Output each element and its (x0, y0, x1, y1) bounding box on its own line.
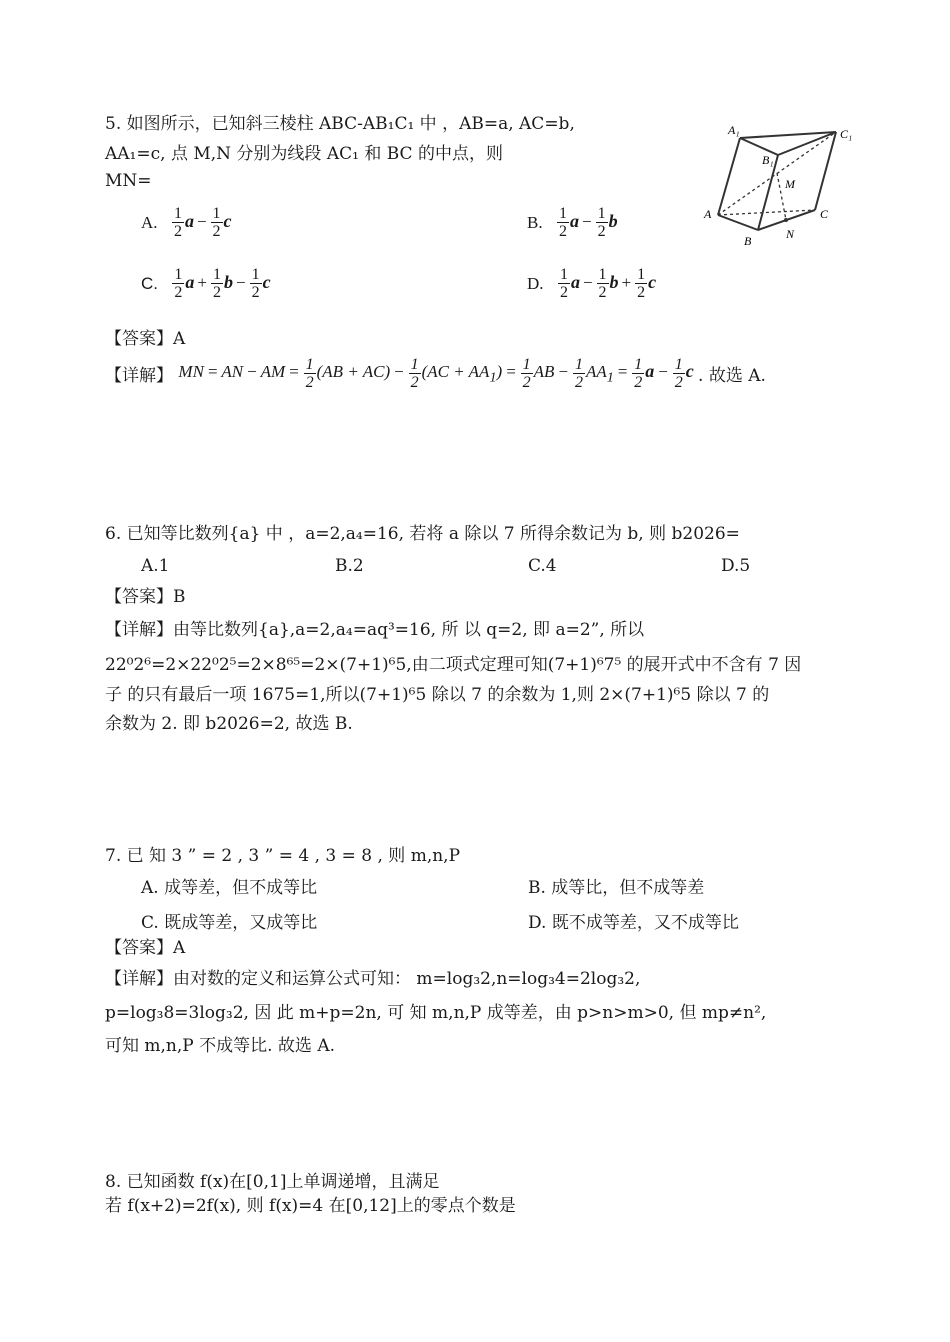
label-M: M (785, 177, 795, 191)
q6-detail-line4: 余数为 2. 即 b2026=2, 故选 B. (105, 714, 353, 734)
q6-option-d: D.5 (721, 556, 751, 576)
q5-option-c: C. $\frac{1}{2}$ a + $\frac{1}{2}$ b − $\frac{1}{2}$ c (141, 266, 271, 301)
label-C1: C₁ (840, 127, 853, 141)
q7-detail-line3: 可知 m,n,P 不成等比. 故选 A. (105, 1036, 336, 1056)
q5-detail-formula: MN = AN − AM = $\frac{1}{2}$ (AB + AC) − $\frac{1}{2}$ $(AC + AA_1)$ = $\frac{1}{2}$ AB − $\frac{1}{2}$ $AA_1$ = $\frac{1}{2}$ a − $\frac{1}{2}$ c (178, 356, 694, 391)
q7-option-a: A. 成等差，但不成等比 (141, 878, 318, 898)
q6-detail-line1: 【详解】由等比数列{a},a=2,a₄=aq³=16, 所 以 q=2, 即 a=2”, 所以 (105, 620, 645, 640)
q5-option-d: D. $\frac{1}{2}$ a − $\frac{1}{2}$ b + $\frac{1}{2}$ c (527, 266, 657, 301)
q6-option-a: A.1 (141, 556, 170, 576)
q5-detail: 【详解】 MN = AN − AM = $\frac{1}{2}$ (AB + AC) − $\frac{1}{2}$ $(AC + AA_1)$ = $\frac{1}{2}$ AB − $\frac{1}{2}$ $AA_1$ = $\frac{1}{2}$ a − $\frac{1}{2}$ c . 故选 A. (105, 356, 766, 391)
label-C: C (820, 207, 829, 221)
q5-option-b: B. $\frac{1}{2}$ a − $\frac{1}{2}$ b (527, 205, 618, 240)
q6-answer: 【答案】B (105, 587, 186, 607)
q5-answer: 【答案】A (105, 329, 186, 349)
q7-detail-line2: p=log₃8=3log₃2, 因 此 m+p=2n, 可 知 m,n,P 成等差，由 p>n>m>0, 但 mp≠n², (105, 1003, 767, 1023)
q7-answer: 【答案】A (105, 938, 186, 958)
q7-option-c: C. 既成等差，又成等比 (141, 913, 318, 933)
q6-stem: 6. 已知等比数列{a} 中 ，a=2,a₄=16, 若将 a 除以 7 所得余数记为 b, 则 b2026= (105, 524, 740, 544)
q6-detail-line2: 22⁰2⁶=2×22⁰2⁵=2×8⁶⁵=2×(7+1)⁶5,由二项式定理可知(7+1)⁶7⁵ 的展开式中不含有 7 因 (105, 655, 802, 675)
q7-stem: 7. 已 知 3 ” = 2 , 3 ” = 4 , 3 = 8 , 则 m,n,P (105, 846, 461, 866)
q5-stem-line1: 5. 如图所示，已知斜三棱柱 ABC-AB₁C₁ 中 ，AB=a, AC=b, (105, 114, 575, 134)
q7-detail-line1: 【详解】由对数的定义和运算公式可知： m=log₃2,n=log₃4=2log₃2, (105, 969, 641, 989)
prism-figure (700, 120, 870, 250)
q5-stem-line2: AA₁=c, 点 M,N 分别为线段 AC₁ 和 BC 的中点，则 (105, 144, 503, 164)
label-B: B (744, 234, 752, 248)
q7-option-b: B. 成等比，但不成等差 (528, 878, 705, 898)
q8-stem-line1: 8. 已知函数 f(x)在[0,1]上单调递增，且满足 (105, 1172, 440, 1192)
q5-stem-line3: MN= (105, 171, 152, 191)
q6-option-c: C.4 (528, 556, 557, 576)
label-A: A (704, 207, 712, 221)
q8-stem-line2: 若 f(x+2)=2f(x), 则 f(x)=4 在[0,12]上的零点个数是 (105, 1196, 516, 1216)
q6-detail-line3: 子 的只有最后一项 1675=1,所以(7+1)⁶5 除以 7 的余数为 1,则 2×(7+1)⁶5 除以 7 的 (105, 685, 770, 705)
q6-option-b: B.2 (335, 556, 364, 576)
label-B1: B₁ (762, 153, 774, 167)
q5-option-a: A. $\frac{1}{2}$ a − $\frac{1}{2}$ c (141, 205, 232, 240)
q7-option-d: D. 既不成等差，又不成等比 (528, 913, 739, 933)
label-N: N (786, 227, 795, 241)
label-A1: A₁ (728, 123, 740, 137)
